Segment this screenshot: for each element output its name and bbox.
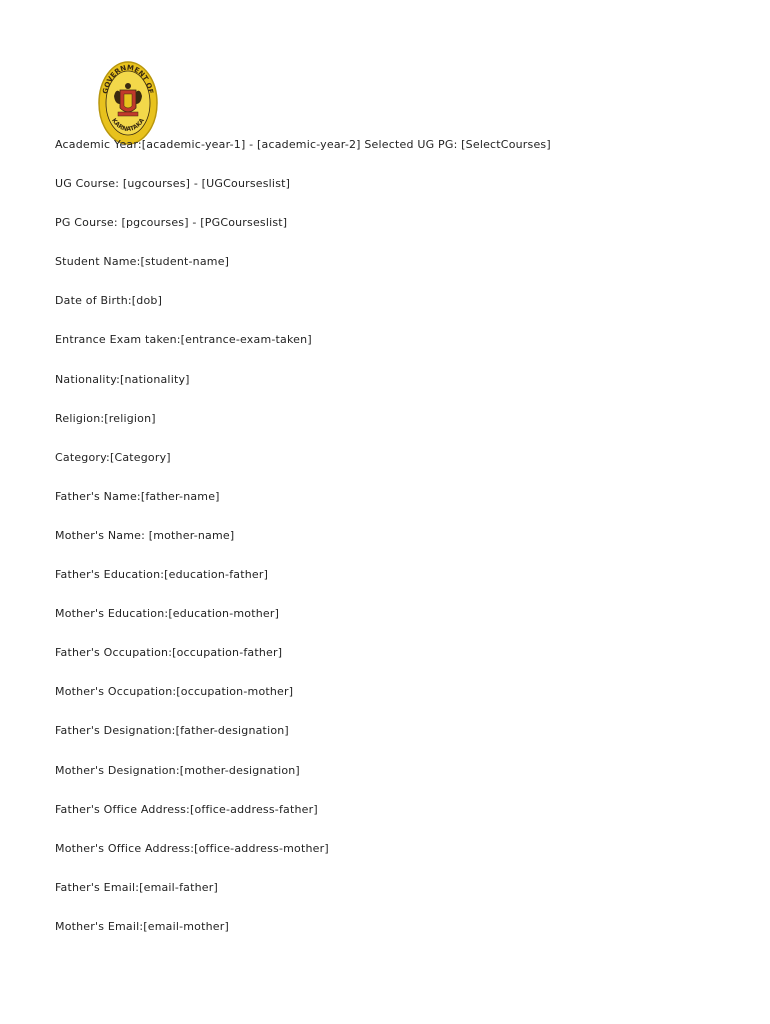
form-field-line: Entrance Exam taken:[entrance-exam-taken] [55,333,312,347]
form-field-line: Father's Name:[father-name] [55,489,220,503]
form-field-line: Religion:[religion] [55,411,156,425]
form-field-line: Date of Birth:[dob] [55,294,163,308]
form-field-list [55,137,755,958]
government-emblem-logo [98,60,158,146]
form-field-line: Mother's Education:[education-mother] [55,607,280,621]
form-field-line: Father's Office Address:[office-address-father] [55,802,318,816]
form-field-line: PG Course: [pgcourses] - [PGCourseslist] [55,216,288,230]
form-field-line: Category:[Category] [55,450,171,464]
form-field-line: Academic Year:[academic-year-1] - [academic-year-2] Selected UG PG: [SelectCourses] [55,138,551,151]
form-field-line: Father's Education:[education-father] [55,568,269,582]
form-field-line: Mother's Occupation:[occupation-mother] [55,685,294,699]
emblem-text-bottom: KARNATAKA [110,117,146,133]
form-field-line: Mother's Designation:[mother-designation] [55,763,300,777]
form-field-line: UG Course: [ugcourses] - [UGCourseslist] [55,177,291,191]
form-field-line: Nationality:[nationality] [55,372,190,386]
emblem-svg [98,60,158,146]
form-field-line: Father's Email:[email-father] [55,880,218,894]
form-field-line: Father's Designation:[father-designation] [55,724,289,738]
form-field-line: Mother's Email:[email-mother] [55,919,229,933]
form-field-line: Student Name:[student-name] [55,255,230,269]
form-field-line: Father's Occupation:[occupation-father] [55,646,283,660]
emblem-text-top: GOVERNMENT OF [101,63,155,95]
form-field-line: Mother's Office Address:[office-address-mother] [55,841,329,855]
form-field-line: Mother's Name: [mother-name] [55,528,235,542]
